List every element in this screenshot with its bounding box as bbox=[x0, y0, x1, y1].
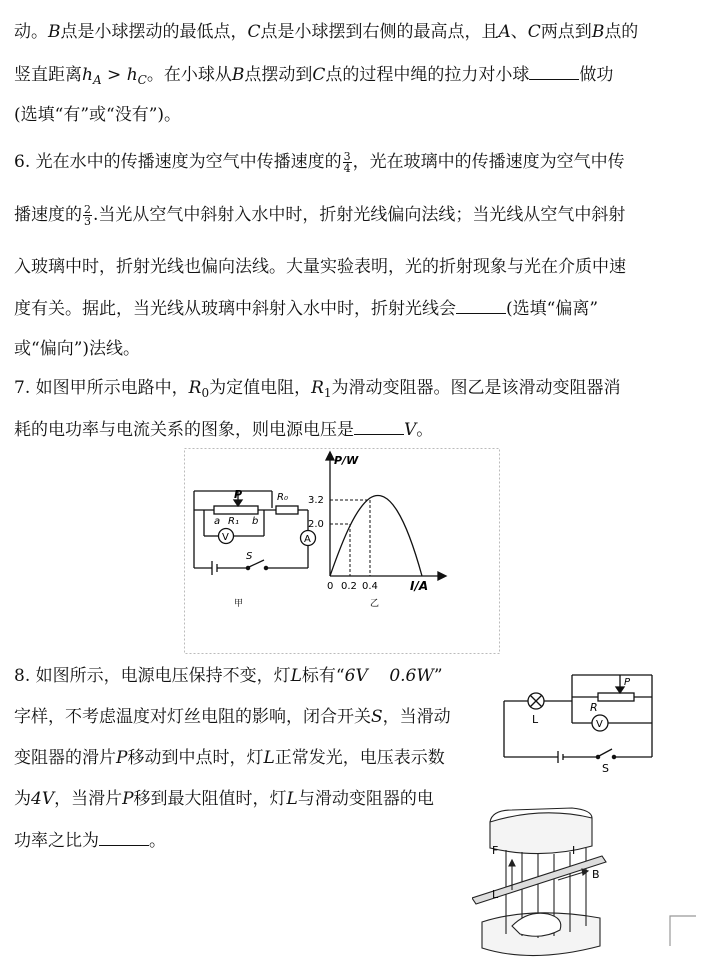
q8-text: 为 bbox=[14, 789, 31, 809]
q6-line-5: 或“偏向”)法线。 bbox=[14, 339, 141, 359]
var-R: R bbox=[311, 378, 324, 398]
var-S: S bbox=[371, 707, 383, 727]
label-I: I bbox=[572, 844, 576, 857]
q5-line-1 bbox=[14, 21, 638, 43]
q5-line-2 bbox=[14, 63, 613, 91]
q5-text: 做功 bbox=[579, 65, 614, 85]
label-F: F bbox=[492, 844, 499, 857]
q8-text: 变阻器的滑片 bbox=[14, 748, 116, 768]
q5-text: 、 bbox=[510, 22, 528, 42]
q8-text: 字样，不考虑温度对灯丝电阻的影响，闭合开关 bbox=[14, 707, 371, 727]
q6-text: (选填“偏离” bbox=[506, 299, 599, 319]
q6-line-2 bbox=[14, 204, 625, 227]
label-R1: R₁ bbox=[228, 516, 239, 527]
q5-text: 点是小球摆到右侧的最高点，且 bbox=[260, 22, 499, 42]
label-ammeter: A bbox=[304, 534, 311, 545]
q5-line-3: (选填“有”或“没有”)。 bbox=[14, 105, 182, 125]
lamp-rating: 6V 0.6W bbox=[344, 666, 434, 686]
q6-text: 6. 光在水中的传播速度为空气中传播速度的 bbox=[14, 152, 342, 172]
answer-blank[interactable] bbox=[99, 829, 149, 846]
tick-0.4: 0.4 bbox=[362, 581, 378, 592]
q8-line-4 bbox=[14, 788, 434, 810]
sub-0: 0 bbox=[201, 386, 210, 400]
q8-text: ” bbox=[433, 666, 443, 686]
var-L: L bbox=[286, 789, 298, 809]
q7-figure bbox=[184, 448, 500, 654]
var-A: A bbox=[498, 22, 511, 42]
rheostat-R bbox=[598, 693, 634, 701]
q8-text: 正常发光，电压表示数 bbox=[274, 748, 445, 768]
q8-text: 功率之比为 bbox=[14, 831, 99, 851]
q8-text: 移到最大阻值时，灯 bbox=[133, 789, 287, 809]
x-axis-label: I/A bbox=[410, 579, 429, 593]
label-L: L bbox=[532, 713, 539, 726]
numerator: 2 bbox=[84, 203, 91, 216]
q5-text: 点是小球摆动的最低点， bbox=[60, 22, 248, 42]
q6-text: .当光从空气中斜射入水中时，折射光线偏向法线；当光线从空气中斜射 bbox=[93, 205, 626, 225]
denominator: 4 bbox=[343, 162, 351, 175]
q6-line-3: 入玻璃中时，折射光线也偏向法线。大量实验表明，光的折射现象与光在介质中速 bbox=[14, 257, 626, 277]
label-a: a bbox=[214, 516, 221, 527]
var-h: h bbox=[82, 65, 93, 85]
sub-1: 1 bbox=[323, 386, 332, 400]
var-C: C bbox=[312, 65, 326, 85]
sub-A: A bbox=[92, 73, 102, 87]
q7-text: 。 bbox=[416, 420, 434, 440]
q6-text: 播速度的 bbox=[14, 205, 82, 225]
tick-0.2: 0.2 bbox=[341, 581, 357, 592]
q7-text: 为定值电阻， bbox=[209, 378, 312, 398]
tick-0: 0 bbox=[327, 581, 334, 592]
answer-blank[interactable] bbox=[456, 297, 506, 314]
label-V: V bbox=[596, 719, 603, 730]
q6-text: 度有关。据此，当光线从玻璃中斜射入水中时，折射光线会 bbox=[14, 299, 456, 319]
q7-line-2 bbox=[14, 418, 433, 441]
label-R0: R₀ bbox=[277, 492, 288, 503]
q8-line-2 bbox=[14, 706, 451, 728]
q8-text: ，当滑动 bbox=[382, 707, 451, 727]
label-S: S bbox=[602, 762, 609, 775]
q5-text: 点的 bbox=[604, 22, 639, 42]
q5-text: 点的过程中绳的拉力对小球 bbox=[325, 65, 530, 85]
q7-line-1 bbox=[14, 377, 621, 404]
q5-text: 两点到 bbox=[540, 22, 592, 42]
q5-text: 动。 bbox=[14, 22, 48, 42]
label-jia: 甲 bbox=[234, 599, 244, 609]
label-voltmeter: V bbox=[222, 532, 229, 543]
var-B: B bbox=[48, 22, 61, 42]
corner-mark bbox=[668, 912, 698, 948]
q5-text: 点摆动到 bbox=[244, 65, 313, 85]
var-B: B bbox=[231, 65, 245, 85]
numerator: 3 bbox=[343, 150, 351, 163]
q6-line-4 bbox=[14, 297, 598, 320]
label-R: R bbox=[590, 701, 598, 714]
q8-text: 8. 如图所示，电源电压保持不变，灯 bbox=[14, 666, 291, 686]
tick-2.0: 2.0 bbox=[308, 519, 324, 530]
q8-line-5 bbox=[14, 829, 166, 852]
answer-blank[interactable] bbox=[529, 63, 579, 80]
switch-icon bbox=[599, 749, 612, 756]
label-S: S bbox=[246, 551, 253, 562]
label-yi: 乙 bbox=[370, 599, 380, 609]
answer-blank[interactable] bbox=[354, 418, 404, 435]
fraction-3-4 bbox=[343, 151, 352, 174]
q7-text: 为滑动变阻器。图乙是该滑动变阻器消 bbox=[331, 378, 621, 398]
var-C: C bbox=[247, 22, 261, 42]
label-b: b bbox=[252, 516, 259, 527]
greater-than: > bbox=[101, 65, 127, 85]
q5-text: 。在小球从 bbox=[146, 65, 232, 85]
var-R: R bbox=[188, 378, 202, 398]
tick-3.2: 3.2 bbox=[308, 495, 324, 506]
q8-text: 。 bbox=[149, 831, 166, 851]
label-P: P bbox=[624, 677, 631, 688]
var-L: L bbox=[263, 748, 275, 768]
q8-text: 移动到中点时，灯 bbox=[127, 748, 264, 768]
q8-text: 与滑动变阻器的电 bbox=[297, 789, 434, 809]
q5-text: 竖直距离 bbox=[14, 65, 82, 85]
voltage-4V: 4V bbox=[31, 789, 55, 809]
q8-line-1 bbox=[14, 665, 443, 687]
q6-line-1 bbox=[14, 151, 625, 174]
label-B: B bbox=[592, 868, 600, 881]
sub-C: C bbox=[137, 73, 147, 87]
figure-frame bbox=[185, 449, 500, 654]
q8-circuit-figure bbox=[498, 665, 660, 777]
fraction-2-3 bbox=[83, 204, 92, 227]
var-L: L bbox=[290, 666, 302, 686]
label-L: L bbox=[492, 888, 499, 901]
var-h: h bbox=[126, 65, 138, 85]
denominator: 3 bbox=[84, 215, 91, 228]
label-P: P bbox=[234, 488, 243, 501]
q8-text: 标有“ bbox=[301, 666, 345, 686]
magnet-top bbox=[490, 813, 592, 854]
var-B: B bbox=[591, 22, 605, 42]
q7-text: 耗的电功率与电流关系的图象，则电源电压是 bbox=[14, 420, 354, 440]
q8-line-3 bbox=[14, 747, 445, 769]
var-P: P bbox=[122, 789, 134, 809]
var-P: P bbox=[116, 748, 128, 768]
var-C: C bbox=[527, 22, 541, 42]
q8-text: ，当滑片 bbox=[54, 789, 123, 809]
q7-text: 7. 如图甲所示电路中， bbox=[14, 378, 189, 398]
magnet-field-figure bbox=[472, 806, 612, 966]
y-axis-label: P/W bbox=[334, 454, 359, 467]
q6-text: ，光在玻璃中的传播速度为空气中传 bbox=[352, 152, 625, 172]
unit-V: V bbox=[404, 420, 417, 440]
